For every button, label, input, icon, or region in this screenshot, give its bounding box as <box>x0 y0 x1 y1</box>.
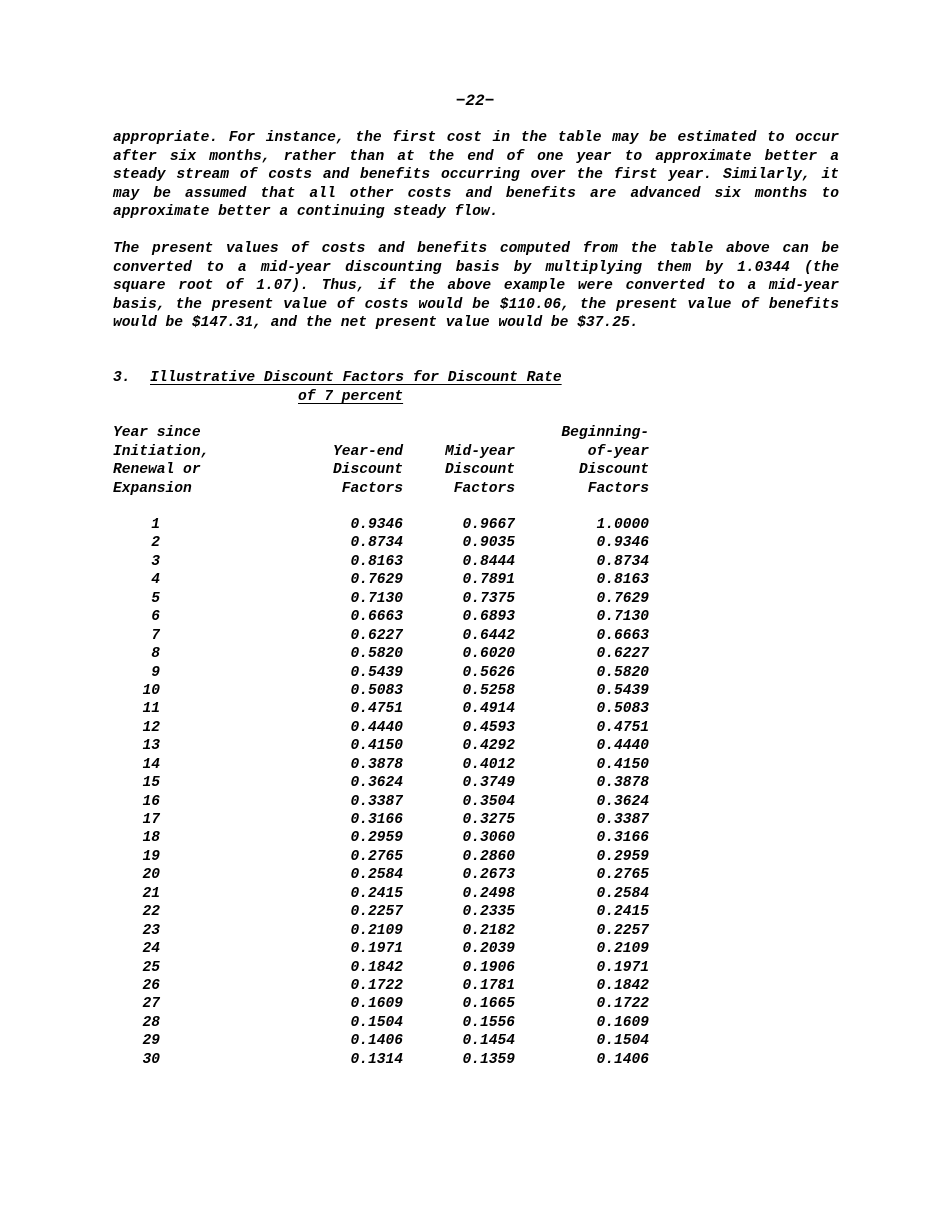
cell-mid-year-factor: 0.1556 <box>462 1014 515 1031</box>
cell-beginning-of-year-factor: 0.7130 <box>596 609 649 626</box>
cell-beginning-of-year-factor: 0.2765 <box>596 867 649 884</box>
cell-year: 30 <box>142 1051 160 1068</box>
table-row <box>0 848 950 866</box>
table-row <box>0 1051 950 1069</box>
section-title-line2: of 7 percent <box>298 389 404 405</box>
cell-year: 25 <box>142 959 160 976</box>
cell-mid-year-factor: 0.6020 <box>462 646 515 663</box>
section-heading <box>113 369 562 388</box>
table-row <box>0 793 950 811</box>
cell-year: 22 <box>142 904 160 921</box>
cell-year: 12 <box>142 719 160 736</box>
table-row <box>0 866 950 884</box>
table-row <box>0 1032 950 1050</box>
cell-year-end-factor: 0.2584 <box>350 867 403 884</box>
cell-year-end-factor: 0.5820 <box>350 646 403 663</box>
section-title-line1: Illustrative Discount Factors for Discount Rate <box>150 370 562 386</box>
cell-mid-year-factor: 0.4012 <box>462 756 515 773</box>
cell-beginning-of-year-factor: 0.2257 <box>596 922 649 939</box>
cell-year-end-factor: 0.4440 <box>350 719 403 736</box>
cell-beginning-of-year-factor: 0.3624 <box>596 793 649 810</box>
table-row <box>0 700 950 718</box>
cell-year-end-factor: 0.9346 <box>350 517 403 533</box>
cell-beginning-of-year-factor: 0.4751 <box>596 719 649 736</box>
cell-year: 9 <box>151 664 160 681</box>
cell-beginning-of-year-factor: 0.1971 <box>596 959 649 976</box>
cell-year: 28 <box>142 1014 160 1031</box>
cell-year: 24 <box>142 941 160 958</box>
cell-mid-year-factor: 0.6442 <box>462 627 515 644</box>
page-number: −22− <box>455 92 495 110</box>
cell-beginning-of-year-factor: 0.4440 <box>596 738 649 755</box>
cell-beginning-of-year-factor: 0.3878 <box>596 775 649 792</box>
cell-beginning-of-year-factor: 0.8734 <box>596 553 649 570</box>
cell-mid-year-factor: 0.3060 <box>462 830 515 847</box>
cell-year-end-factor: 0.2765 <box>350 848 403 865</box>
cell-beginning-of-year-factor: 0.1722 <box>596 996 649 1013</box>
table-row <box>0 664 950 682</box>
cell-mid-year-factor: 0.1454 <box>462 1033 515 1050</box>
cell-beginning-of-year-factor: 0.7629 <box>596 590 649 607</box>
table-row <box>0 1014 950 1032</box>
cell-mid-year-factor: 0.3749 <box>462 775 515 792</box>
cell-year: 23 <box>142 922 160 939</box>
column-header-year-end: Year-end Discount Factors <box>332 443 403 497</box>
cell-year-end-factor: 0.8163 <box>350 553 403 570</box>
cell-mid-year-factor: 0.1359 <box>462 1051 515 1068</box>
table-row <box>0 645 950 663</box>
table-row <box>0 571 950 589</box>
cell-mid-year-factor: 0.4914 <box>462 701 515 718</box>
cell-year-end-factor: 0.4751 <box>350 701 403 718</box>
table-row <box>0 534 950 552</box>
table-row <box>0 829 950 847</box>
cell-year-end-factor: 0.3166 <box>350 812 403 828</box>
cell-mid-year-factor: 0.9667 <box>462 517 515 533</box>
cell-mid-year-factor: 0.5258 <box>462 682 515 699</box>
cell-beginning-of-year-factor: 0.5083 <box>596 701 649 718</box>
table-row <box>0 516 950 534</box>
cell-year: 18 <box>142 830 160 847</box>
cell-beginning-of-year-factor: 0.2959 <box>596 848 649 865</box>
section-number: 3. <box>113 370 131 386</box>
table-row <box>0 608 950 626</box>
cell-beginning-of-year-factor: 0.6227 <box>596 646 649 663</box>
cell-year-end-factor: 0.2415 <box>350 885 403 902</box>
table-row <box>0 885 950 903</box>
cell-beginning-of-year-factor: 0.2415 <box>596 904 649 921</box>
cell-year: 17 <box>142 812 160 828</box>
cell-year: 4 <box>151 572 160 589</box>
cell-year: 14 <box>142 756 160 773</box>
table-row <box>0 553 950 571</box>
cell-year: 21 <box>142 885 160 902</box>
cell-mid-year-factor: 0.7375 <box>462 590 515 607</box>
cell-beginning-of-year-factor: 0.1406 <box>596 1051 649 1068</box>
cell-year: 2 <box>151 535 160 552</box>
cell-beginning-of-year-factor: 0.1842 <box>596 977 649 994</box>
cell-mid-year-factor: 0.4292 <box>462 738 515 755</box>
cell-mid-year-factor: 0.4593 <box>462 719 515 736</box>
cell-mid-year-factor: 0.5626 <box>462 664 515 681</box>
cell-year: 5 <box>151 590 160 607</box>
cell-beginning-of-year-factor: 0.3166 <box>596 830 649 847</box>
cell-beginning-of-year-factor: 0.4150 <box>596 756 649 773</box>
cell-beginning-of-year-factor: 0.3387 <box>596 812 649 828</box>
table-row <box>0 922 950 940</box>
table-row <box>0 774 950 792</box>
cell-beginning-of-year-factor: 0.8163 <box>596 572 649 589</box>
cell-year: 11 <box>142 701 160 718</box>
table-row <box>0 682 950 700</box>
table-row <box>0 995 950 1013</box>
discount-factor-table <box>0 516 950 1069</box>
cell-beginning-of-year-factor: 1.0000 <box>596 517 649 533</box>
table-row <box>0 627 950 645</box>
table-row <box>0 737 950 755</box>
cell-mid-year-factor: 0.3504 <box>462 793 515 810</box>
cell-year: 10 <box>142 682 160 699</box>
cell-year: 7 <box>151 627 160 644</box>
cell-year-end-factor: 0.1504 <box>350 1014 403 1031</box>
cell-mid-year-factor: 0.1906 <box>462 959 515 976</box>
cell-year: 8 <box>151 646 160 663</box>
cell-year-end-factor: 0.2959 <box>350 830 403 847</box>
cell-mid-year-factor: 0.1665 <box>462 996 515 1013</box>
cell-mid-year-factor: 0.7891 <box>462 572 515 589</box>
cell-beginning-of-year-factor: 0.1609 <box>596 1014 649 1031</box>
cell-year-end-factor: 0.3878 <box>350 756 403 773</box>
cell-mid-year-factor: 0.3275 <box>462 812 515 828</box>
cell-year: 1 <box>151 517 160 533</box>
cell-year: 29 <box>142 1033 160 1050</box>
cell-year: 15 <box>142 775 160 792</box>
cell-beginning-of-year-factor: 0.2584 <box>596 885 649 902</box>
cell-mid-year-factor: 0.2182 <box>462 922 515 939</box>
cell-mid-year-factor: 0.2039 <box>462 941 515 958</box>
table-row <box>0 811 950 829</box>
cell-mid-year-factor: 0.8444 <box>462 553 515 570</box>
cell-year-end-factor: 0.2109 <box>350 922 403 939</box>
cell-beginning-of-year-factor: 0.6663 <box>596 627 649 644</box>
cell-mid-year-factor: 0.9035 <box>462 535 515 552</box>
cell-year: 20 <box>142 867 160 884</box>
cell-beginning-of-year-factor: 0.5439 <box>596 682 649 699</box>
cell-beginning-of-year-factor: 0.2109 <box>596 941 649 958</box>
cell-year: 26 <box>142 977 160 994</box>
cell-mid-year-factor: 0.2673 <box>462 867 515 884</box>
cell-year-end-factor: 0.1971 <box>350 941 403 958</box>
cell-year-end-factor: 0.3624 <box>350 775 403 792</box>
cell-year-end-factor: 0.2257 <box>350 904 403 921</box>
cell-year-end-factor: 0.5439 <box>350 664 403 681</box>
cell-beginning-of-year-factor: 0.5820 <box>596 664 649 681</box>
cell-year-end-factor: 0.1842 <box>350 959 403 976</box>
cell-year: 3 <box>151 553 160 570</box>
cell-year-end-factor: 0.4150 <box>350 738 403 755</box>
cell-year-end-factor: 0.1609 <box>350 996 403 1013</box>
table-row <box>0 977 950 995</box>
cell-year-end-factor: 0.6663 <box>350 609 403 626</box>
cell-year: 6 <box>151 609 160 626</box>
cell-mid-year-factor: 0.2860 <box>462 848 515 865</box>
cell-year-end-factor: 0.1406 <box>350 1033 403 1050</box>
cell-year-end-factor: 0.6227 <box>350 627 403 644</box>
table-row <box>0 903 950 921</box>
column-header-beginning-of-year: Beginning- of-year Discount Factors <box>561 425 649 497</box>
table-row <box>0 959 950 977</box>
cell-year-end-factor: 0.1314 <box>350 1051 403 1068</box>
paragraph-mid-year-conversion: The present values of costs and benefits computed from the table above can be converted to a mid-year discounting basis by multiplying them by 1.0344 (the square root of 1.07). Thus, if the above example were converted to a mid-year basis, the present value of costs would be $110.06, the present value of benefits would be $147.31, and the net present value would be $37.25. <box>113 241 839 331</box>
cell-year: 27 <box>142 996 160 1013</box>
cell-year-end-factor: 0.7629 <box>350 572 403 589</box>
cell-year: 16 <box>142 793 160 810</box>
cell-mid-year-factor: 0.2335 <box>462 904 515 921</box>
cell-year: 13 <box>142 738 160 755</box>
cell-mid-year-factor: 0.2498 <box>462 885 515 902</box>
cell-mid-year-factor: 0.1781 <box>462 977 515 994</box>
cell-year: 19 <box>142 848 160 865</box>
cell-year-end-factor: 0.7130 <box>350 590 403 607</box>
table-row <box>0 590 950 608</box>
column-header-year: Year since Initiation, Renewal or Expansion <box>113 425 210 497</box>
cell-beginning-of-year-factor: 0.9346 <box>596 535 649 552</box>
column-header-mid-year: Mid-year Discount Factors <box>444 443 515 497</box>
cell-year-end-factor: 0.5083 <box>350 682 403 699</box>
cell-year-end-factor: 0.8734 <box>350 535 403 552</box>
cell-beginning-of-year-factor: 0.1504 <box>596 1033 649 1050</box>
cell-year-end-factor: 0.3387 <box>350 793 403 810</box>
table-row <box>0 719 950 737</box>
table-row <box>0 940 950 958</box>
paragraph-mid-year-intro: appropriate. For instance, the first cost in the table may be estimated to occur after six months, rather than at the end of one year to approximate better a steady stream of costs and benefits occurring over the first year. Similarly, it may be assumed that all other costs and benefits are advanced six months to approximate better a continuing steady flow. <box>113 130 839 220</box>
table-row <box>0 756 950 774</box>
cell-mid-year-factor: 0.6893 <box>462 609 515 626</box>
cell-year-end-factor: 0.1722 <box>350 977 403 994</box>
